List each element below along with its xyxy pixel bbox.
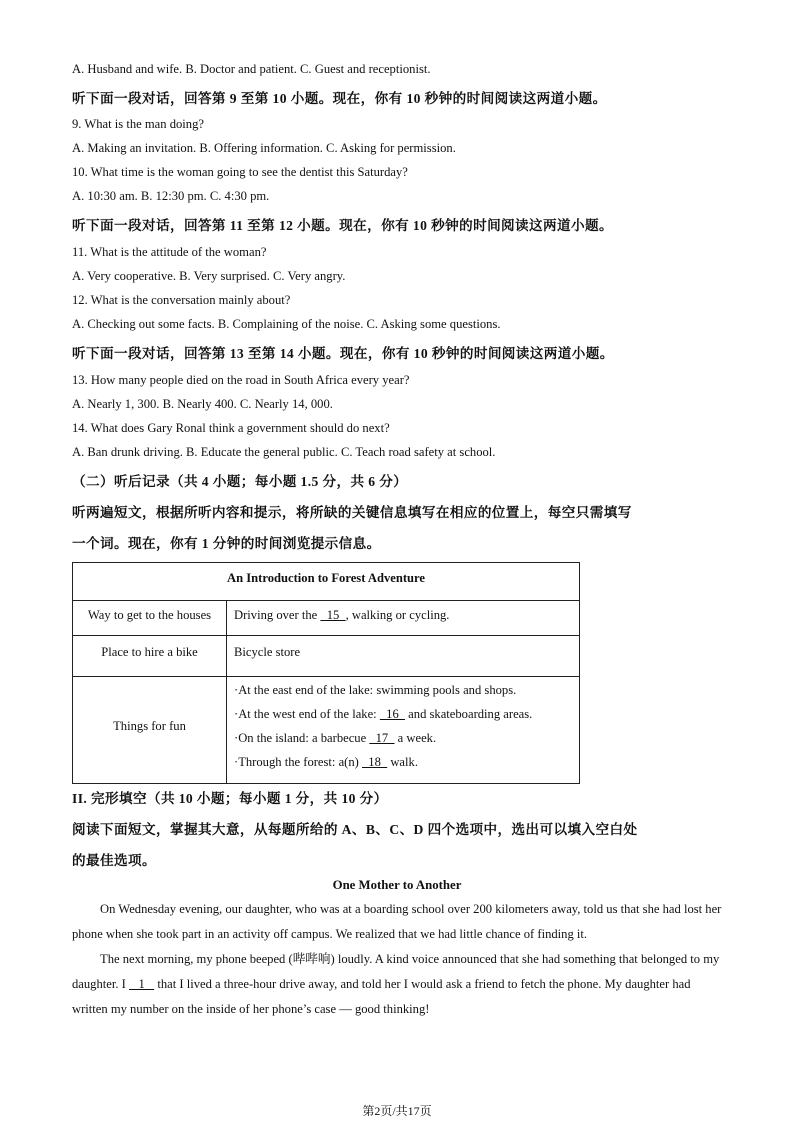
blank-18: 18 — [362, 755, 388, 769]
question-14: 14. What does Gary Ronal think a government should do next? — [72, 421, 390, 435]
question-11: 11. What is the attitude of the woman? — [72, 245, 267, 259]
text: walk. — [387, 755, 418, 769]
row-label-way: Way to get to the houses — [87, 608, 212, 622]
blank-1: 1 — [129, 977, 155, 991]
passage-paragraph-2 — [72, 947, 722, 1022]
question-14-options: A. Ban drunk driving. B. Educate the general public. C. Teach road safety at school. — [72, 445, 496, 459]
text: ·At the west end of the lake: — [234, 707, 380, 721]
passage-title: One Mother to Another — [332, 878, 462, 892]
text: ·Through the forest: a(n) — [234, 755, 362, 769]
table-divider — [73, 676, 579, 677]
question-9: 9. What is the man doing? — [72, 117, 204, 131]
text: a week. — [394, 731, 437, 745]
part-2-instruction-line1: 阅读下面短文，掌握其大意，从每题所给的 A、B、C、D 四个选项中，选出可以填入空白处 — [72, 822, 638, 837]
part-2-instruction-line2: 的最佳选项。 — [72, 853, 156, 868]
text: ·On the island: a barbecue — [234, 731, 370, 745]
text: that I lived a three-hour drive away, and told her I would ask a friend to fetch the phone. My daughter had written my number on the inside of her phone’s case — good thinking! — [72, 977, 691, 1016]
row-value-way — [234, 608, 449, 623]
blank-15: 15 — [320, 608, 346, 622]
text: and skateboarding areas. — [405, 707, 533, 721]
forest-adventure-table — [72, 562, 580, 784]
question-11-options: A. Very cooperative. B. Very surprised. C. Very angry. — [72, 269, 346, 283]
table-title: An Introduction to Forest Adventure — [226, 571, 425, 585]
question-13: 13. How many people died on the road in South Africa every year? — [72, 373, 410, 387]
blank-16: 16 — [379, 707, 406, 721]
question-10-options: A. 10:30 am. B. 12:30 pm. C. 4:30 pm. — [72, 189, 270, 203]
section-2-instruction-line2: 一个词。现在，你有 1 分钟的时间浏览提示信息。 — [72, 536, 381, 551]
table-divider — [73, 635, 579, 636]
row-label-hire-bike: Place to hire a bike — [101, 645, 198, 659]
row-value-hire-bike: Bicycle store — [234, 645, 301, 659]
question-13-options: A. Nearly 1, 300. B. Nearly 400. C. Nearly 14, 000. — [72, 397, 333, 411]
part-2-heading: II. 完形填空（共 10 小题；每小题 1 分，共 10 分） — [72, 791, 388, 806]
passage-paragraph-1: On Wednesday evening, our daughter, who was at a boarding school over 200 kilometers away, told us that she had lost her phone when she took part in an activity off campus. We realized that we had little chance of finding it. — [72, 902, 722, 941]
blank-17: 17 — [369, 731, 395, 745]
fun-item-forest — [234, 755, 418, 770]
question-12: 12. What is the conversation mainly about? — [72, 293, 291, 307]
text: Driving over the — [234, 608, 321, 622]
section-2-instruction-line1: 听两遍短文，根据所听内容和提示，将所缺的关键信息填写在相应的位置上，每空只需填写 — [72, 505, 632, 520]
fun-item-east: ·At the east end of the lake: swimming pools and shops. — [234, 683, 517, 697]
page-number: 第2页/共17页 — [362, 1104, 432, 1118]
q8-options: A. Husband and wife. B. Doctor and patient. C. Guest and receptionist. — [72, 62, 431, 76]
table-column-divider — [226, 600, 227, 783]
question-10: 10. What time is the woman going to see the dentist this Saturday? — [72, 165, 408, 179]
row-label-fun: Things for fun — [113, 719, 186, 733]
question-12-options: A. Checking out some facts. B. Complaining of the noise. C. Asking some questions. — [72, 317, 501, 331]
fun-item-west — [234, 707, 532, 722]
fun-item-island — [234, 731, 436, 746]
table-divider — [73, 600, 579, 601]
instruction-q13-q14: 听下面一段对话，回答第 13 至第 14 小题。现在，你有 10 秒钟的时间阅读这两道小题。 — [72, 346, 614, 361]
instruction-q9-q10: 听下面一段对话，回答第 9 至第 10 小题。现在，你有 10 秒钟的时间阅读这两道小题。 — [72, 91, 607, 106]
text: The next morning, my phone beeped (哔哔响) loudly. A kind voice announced that she had something that belonged to my daughter. I — [72, 952, 720, 991]
question-9-options: A. Making an invitation. B. Offering information. C. Asking for permission. — [72, 141, 456, 155]
instruction-q11-q12: 听下面一段对话，回答第 11 至第 12 小题。现在，你有 10 秒钟的时间阅读这两道小题。 — [72, 218, 614, 233]
section-2-heading: （二）听后记录（共 4 小题；每小题 1.5 分，共 6 分） — [72, 474, 408, 489]
text: , walking or cycling. — [345, 608, 450, 622]
